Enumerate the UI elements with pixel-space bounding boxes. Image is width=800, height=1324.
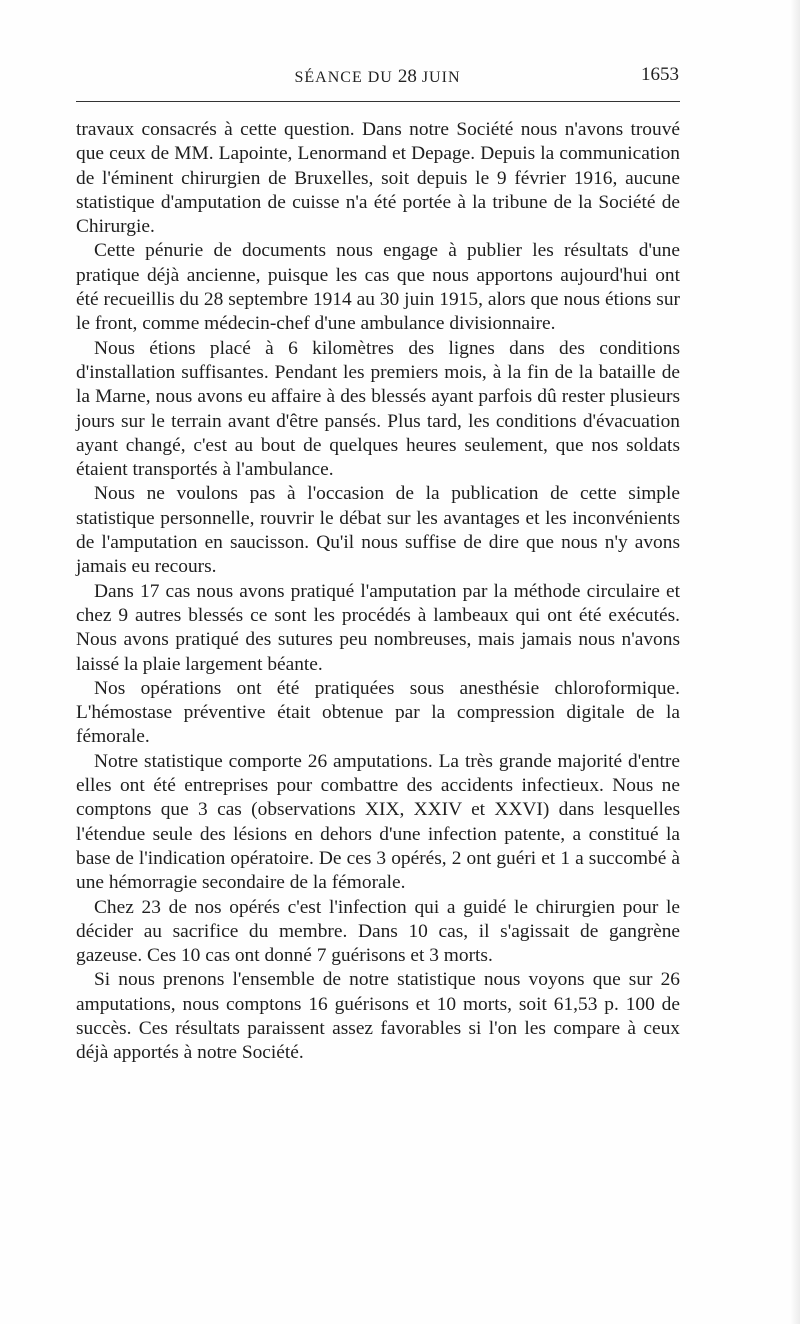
paragraph: Nous ne voulons pas à l'occasion de la publication de cette simple statistique personnelle, rouvrir le débat sur les avantages et les inconvénients de l'amputation en saucisson. Qu'il nous suffise de dire que nous n'y avons jamais eu recours. xyxy=(76,483,680,578)
paragraph: Cette pénurie de documents nous engage à publier les résultats d'une pratique déjà ancienne, puisque les cas que nous apportons aujourd'hui ont été recueillis du 28 septembre 1914 au 30 juin 1915, alors que nous étions sur le front, comme médecin-chef d'une ambulance divisionnaire. xyxy=(76,240,680,335)
paragraph: Nous étions placé à 6 kilomètres des lignes dans des conditions d'installation suffisantes. Pendant les premiers mois, à la fin de la bataille de la Marne, nous avons eu affaire à des blessés ayant parfois dû rester plusieurs jours sur le terrain avant d'être pansés. Plus tard, les conditions d'évacuation ayant changé, c'est au bout de quelques heures seulement, que nos soldats étaient transportés à l'ambulance. xyxy=(76,337,680,481)
header-month: JUIN xyxy=(421,69,461,86)
paragraph: travaux consacrés à cette question. Dans notre Société nous n'avons trouvé que ceux de MM. Lapointe, Lenormand et Depage. Depuis la communication de l'éminent chirurgien de Bruxelles, soit depuis le 9 février 1916, aucune statistique d'amputation de cuisse n'a été portée à la tribune de la Société de Chirurgie. xyxy=(76,119,680,238)
paragraph: Nos opérations ont été pratiquées sous anesthésie chloroformique. L'hémostase préventive était obtenue par la compression digitale de la fémorale. xyxy=(76,677,680,748)
body-text xyxy=(76,118,680,1066)
header-divider xyxy=(76,101,680,102)
paragraph: Chez 23 de nos opérés c'est l'infection qui a guidé le chirurgien pour le décider au sacrifice du membre. Dans 10 cas, il s'agissait de gangrène gazeuse. Ces 10 cas ont donné 7 guérisons et 3 morts. xyxy=(76,896,680,967)
page-edge xyxy=(790,0,800,1324)
running-header xyxy=(76,64,679,88)
paragraph: Notre statistique comporte 26 amputations. La très grande majorité d'entre elles ont été entreprises pour combattre des accidents infectieux. Nous ne comptons que 3 cas (observations XIX, XXIV et XXVI) dans lesquelles l'étendue seule des lésions en dehors d'une infection patente, a constitué la base de l'indication opératoire. De ces 3 opérés, 2 ont guéri et 1 a succombé à une hémorragie secondaire de la fémorale. xyxy=(76,750,680,894)
header-seance: SÉANCE DU xyxy=(294,69,393,86)
header-day: 28 xyxy=(397,66,417,87)
paragraph: Si nous prenons l'ensemble de notre statistique nous voyons que sur 26 amputations, nous comptons 16 guérisons et 10 morts, soit 61,53 p. 100 de succès. Ces résultats paraissent assez favorables si l'on les compare à ceux déjà apportés à notre Société. xyxy=(76,969,680,1064)
page-number: 1653 xyxy=(641,64,679,85)
paragraph: Dans 17 cas nous avons pratiqué l'amputation par la méthode circulaire et chez 9 autres blessés ce sont les procédés à lambeaux qui ont été exécutés. Nous avons pratiqué des sutures peu nombreuses, mais jamais nous n'avons laissé la plaie largement béante. xyxy=(76,580,680,675)
header-title xyxy=(76,66,679,88)
